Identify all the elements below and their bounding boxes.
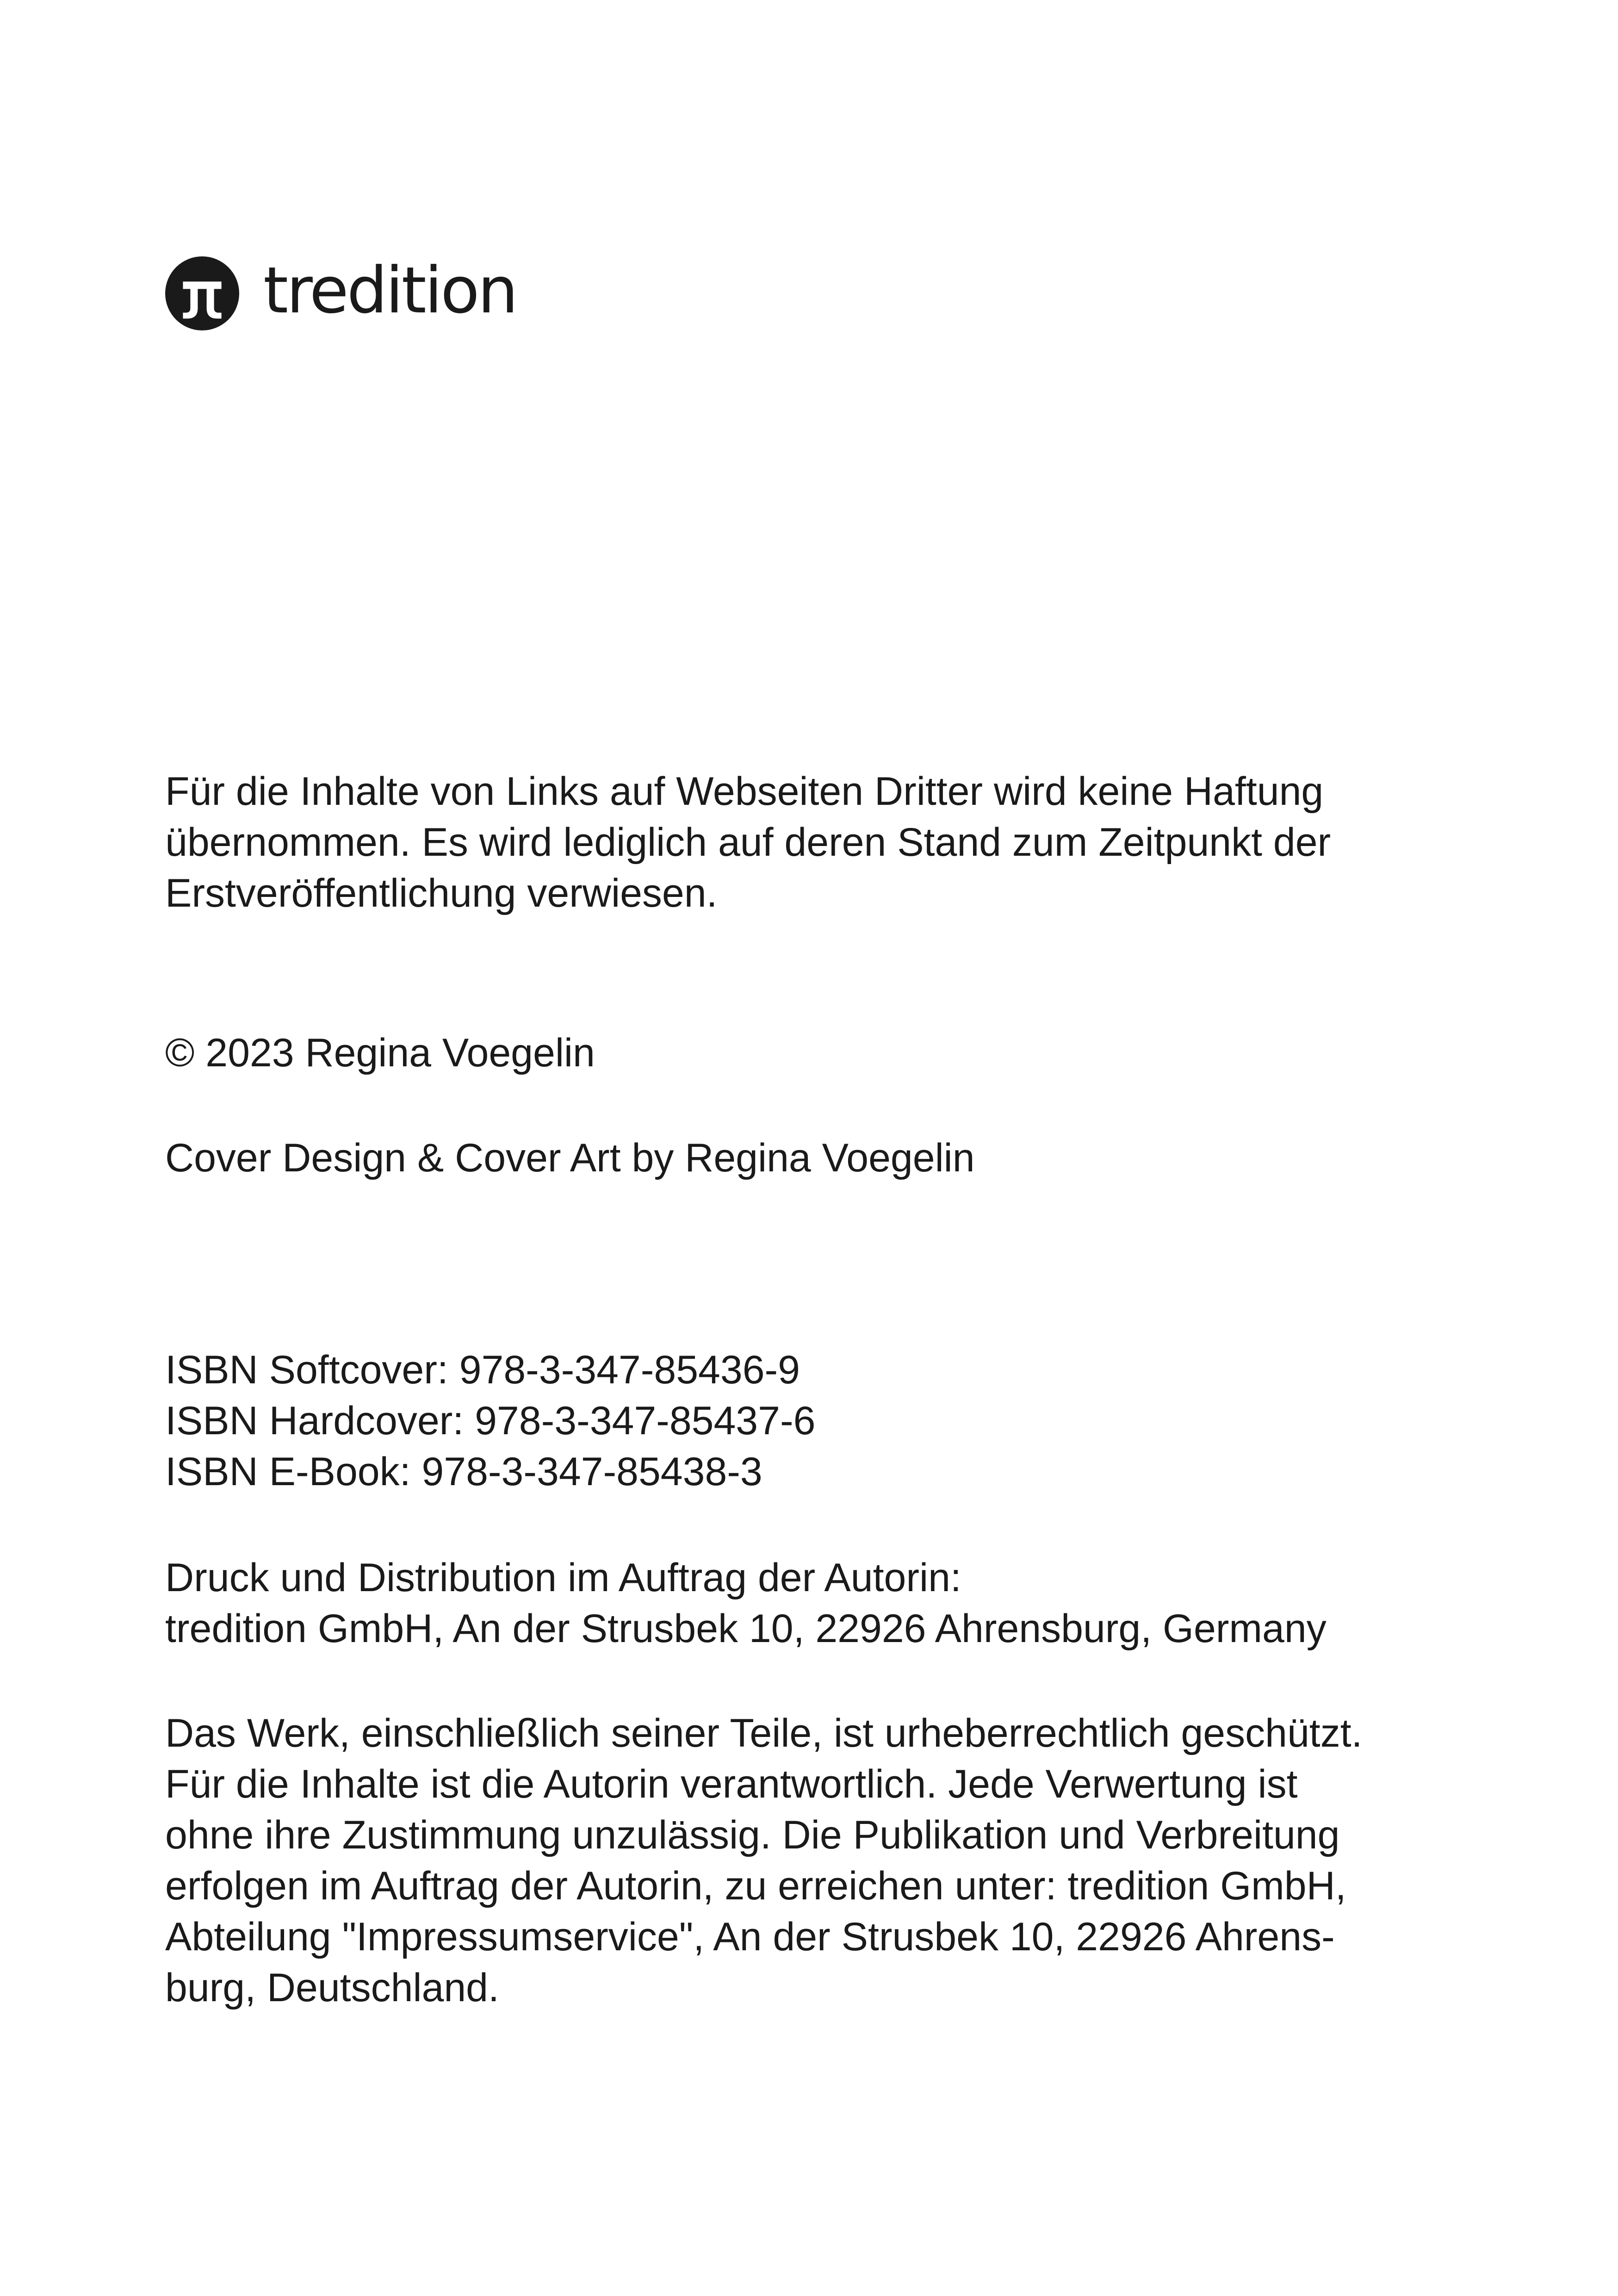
- print-line: Druck und Distribution im Auftrag der Autorin:: [165, 1556, 961, 1600]
- copyright-line: © 2023 Regina Voegelin: [165, 1031, 595, 1075]
- disclaimer-line: übernommen. Es wird lediglich auf deren Stand zum Zeitpunkt der: [165, 820, 1331, 865]
- isbn-ebook: ISBN E-Book: 978-3-347-85438-3: [165, 1450, 763, 1494]
- legal-line: burg, Deutschland.: [165, 1966, 499, 2010]
- copyright-notice: [165, 1027, 1507, 1078]
- logo-wordmark: tredition: [263, 253, 516, 328]
- publisher-address: tredition GmbH, An der Strusbek 10, 22926 Ahrensburg, Germany: [165, 1606, 1327, 1651]
- legal-line: erfolgen im Auftrag der Autorin, zu erreichen unter: tredition GmbH,: [165, 1864, 1346, 1908]
- legal-notice: [165, 1708, 1507, 2013]
- tredition-logo-icon: [165, 256, 239, 330]
- isbn-softcover: ISBN Softcover: 978-3-347-85436-9: [165, 1348, 800, 1392]
- disclaimer-line: Für die Inhalte von Links auf Webseiten Dritter wird keine Haftung: [165, 769, 1324, 814]
- cover-credit-line: Cover Design & Cover Art by Regina Voegelin: [165, 1136, 975, 1180]
- disclaimer-line: Erstveröffentlichung verwiesen.: [165, 871, 718, 915]
- links-disclaimer: [165, 766, 1507, 919]
- legal-line: ohne ihre Zustimmung unzulässig. Die Publikation und Verbreitung: [165, 1813, 1340, 1857]
- publisher-logo: [165, 255, 516, 331]
- isbn-list: [165, 1344, 1507, 1497]
- legal-line: Abteilung "Impressumservice", An der Strusbek 10, 22926 Ahrens-: [165, 1915, 1335, 1959]
- cover-credit: [165, 1132, 1507, 1183]
- legal-line: Das Werk, einschließlich seiner Teile, ist urheberrechtlich geschützt.: [165, 1711, 1363, 1755]
- isbn-hardcover: ISBN Hardcover: 978-3-347-85437-6: [165, 1399, 816, 1443]
- legal-line: Für die Inhalte ist die Autorin verantwortlich. Jede Verwertung ist: [165, 1762, 1298, 1806]
- print-distribution: [165, 1552, 1507, 1654]
